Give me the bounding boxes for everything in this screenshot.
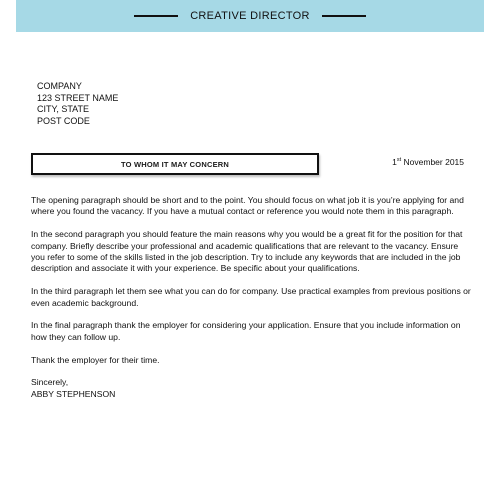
header-bar: [16, 0, 484, 32]
sign-off: Sincerely,: [31, 377, 69, 388]
paragraph-third: In the third paragraph let them see what you can do for company. Use practical examples from previous positions or even academic background.: [31, 286, 471, 308]
salutation-box: TO WHOM IT MAY CONCERN: [31, 153, 319, 175]
paragraph-second: In the second paragraph you should feature the main reasons why you would be a great fit for the position for that company. Briefly describe your professional and academic qualifications that are relevant to the vacancy. Ensure you refer to some of the skills listed in the job description. Try to include any keywords that are included in the job description and associate it with your experience. Be specific about your qualifications.: [31, 229, 463, 274]
paragraph-thanks: Thank the employer for their time.: [31, 354, 160, 365]
address-post-code: POST CODE: [37, 115, 90, 126]
signer-name: ABBY STEPHENSON: [31, 388, 116, 399]
paragraph-final: In the final paragraph thank the employer for considering your application. Ensure that you include information on how they can follow up.: [31, 320, 461, 342]
letter-body: [31, 195, 471, 400]
closing: [31, 377, 471, 400]
date-day: 1: [392, 157, 397, 167]
recipient-address: [37, 81, 118, 127]
address-street: 123 STREET NAME: [37, 92, 119, 103]
header-line-right: [322, 15, 366, 17]
header-line-left: [134, 15, 178, 17]
address-company: COMPANY: [37, 81, 82, 91]
letter-date: [392, 157, 464, 167]
address-city-state: CITY, STATE: [37, 104, 90, 115]
date-suffix: st: [396, 157, 402, 164]
job-title: CREATIVE DIRECTOR: [190, 10, 310, 22]
paragraph-opening: The opening paragraph should be short and to the point. You should focus on what job it is you’re applying for and where you found the vacancy. If you have a mutual contact or reference you would note them in this paragraph.: [31, 195, 464, 217]
date-rest: November 2015: [401, 157, 464, 167]
